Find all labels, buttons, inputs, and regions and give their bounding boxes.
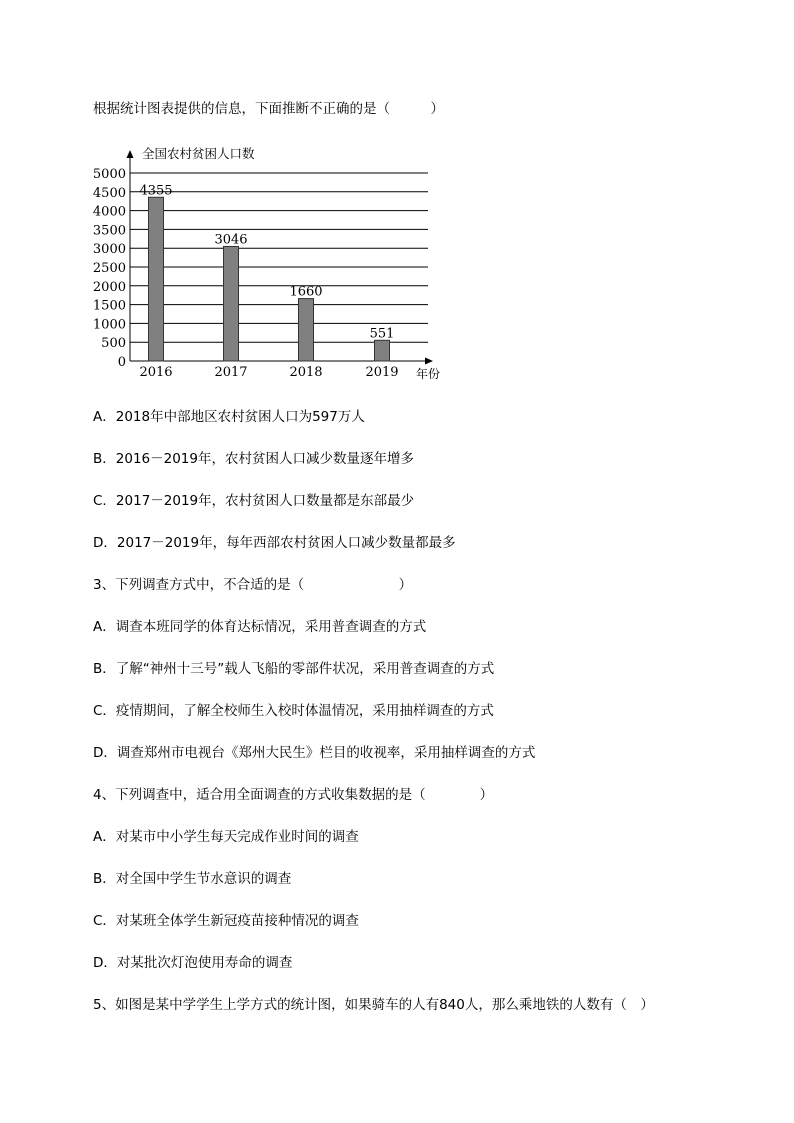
- bar-2019: [375, 340, 390, 361]
- y-tick-label: 4500: [92, 185, 126, 201]
- y-tick-label: 3000: [92, 242, 126, 258]
- question-intro: 根据统计图表提供的信息，下面推断不正确的是（ ）: [93, 101, 444, 117]
- x-tick-label: 2019: [365, 365, 399, 380]
- y-tick-label: 2000: [92, 279, 126, 295]
- bar-2018: [299, 299, 314, 361]
- chart-bars: [149, 197, 390, 361]
- q2-option-a: A．2018年中部地区农村贫困人口为597万人: [93, 409, 365, 425]
- q3-option-d: D．调查郑州市电视台《郑州大民生》栏目的收视率，采用抽样调查的方式: [93, 745, 536, 761]
- y-tick-label: 5000: [92, 167, 126, 182]
- y-tick-label: 0: [117, 355, 126, 370]
- q2-option-b: B．2016－2019年，农村贫困人口减少数量逐年增多: [93, 451, 414, 467]
- q3-question: 3、下列调查方式中，不合适的是（ ）: [93, 577, 413, 593]
- data-label: 1660: [289, 284, 323, 300]
- q3-option-b: B．了解“神州十三号”载人飞船的零部件状况，采用普查调查的方式: [93, 661, 495, 677]
- y-tick-label: 2500: [92, 261, 126, 276]
- y-tick-label: 500: [101, 336, 126, 352]
- data-label: 551: [369, 326, 395, 342]
- x-axis-arrow: [425, 358, 433, 365]
- q3-option-a: A．调查本班同学的体育达标情况，采用普查调查的方式: [93, 619, 427, 635]
- q4-option-c: C．对某班全体学生新冠疫苗接种情况的调查: [93, 913, 359, 929]
- x-tick-label: 2016: [139, 365, 173, 380]
- q4-question: 4、下列调查中，适合用全面调查的方式收集数据的是（ ）: [93, 787, 494, 803]
- y-axis-title: 全国农村贫困人口数: [142, 146, 255, 161]
- data-label: 3046: [214, 232, 248, 248]
- x-tick-label: 2017: [214, 365, 248, 380]
- y-tick-label: 1000: [92, 317, 126, 333]
- x-axis-title: 年份: [416, 367, 441, 381]
- y-tick-label: 1500: [92, 298, 126, 314]
- bar-2016: [149, 197, 164, 361]
- x-tick-label: 2018: [289, 365, 323, 380]
- q2-option-d: D．2017－2019年，每年西部农村贫困人口减少数量都最多: [93, 535, 456, 551]
- y-tick-label: 4000: [92, 204, 126, 220]
- data-label: 4355: [139, 183, 173, 199]
- q2-option-c: C．2017－2019年，农村贫困人口数量都是东部最少: [93, 493, 415, 509]
- y-tick-label: 3500: [92, 223, 126, 239]
- chart-gridlines: [130, 173, 428, 342]
- q4-option-a: A．对某市中小学生每天完成作业时间的调查: [93, 829, 359, 845]
- q5-question: 5、如图是某中学学生上学方式的统计图，如果骑车的人有840人，那么乘地铁的人数有（ ）: [93, 997, 654, 1013]
- q4-option-d: D．对某批次灯泡使用寿命的调查: [93, 955, 293, 971]
- q4-option-b: B．对全国中学生节水意识的调查: [93, 871, 292, 887]
- bar-chart: [90, 140, 450, 385]
- q3-option-c: C．疫情期间，了解全校师生入校时体温情况，采用抽样调查的方式: [93, 703, 494, 719]
- y-axis-arrow: [127, 150, 134, 158]
- bar-2017: [224, 246, 239, 361]
